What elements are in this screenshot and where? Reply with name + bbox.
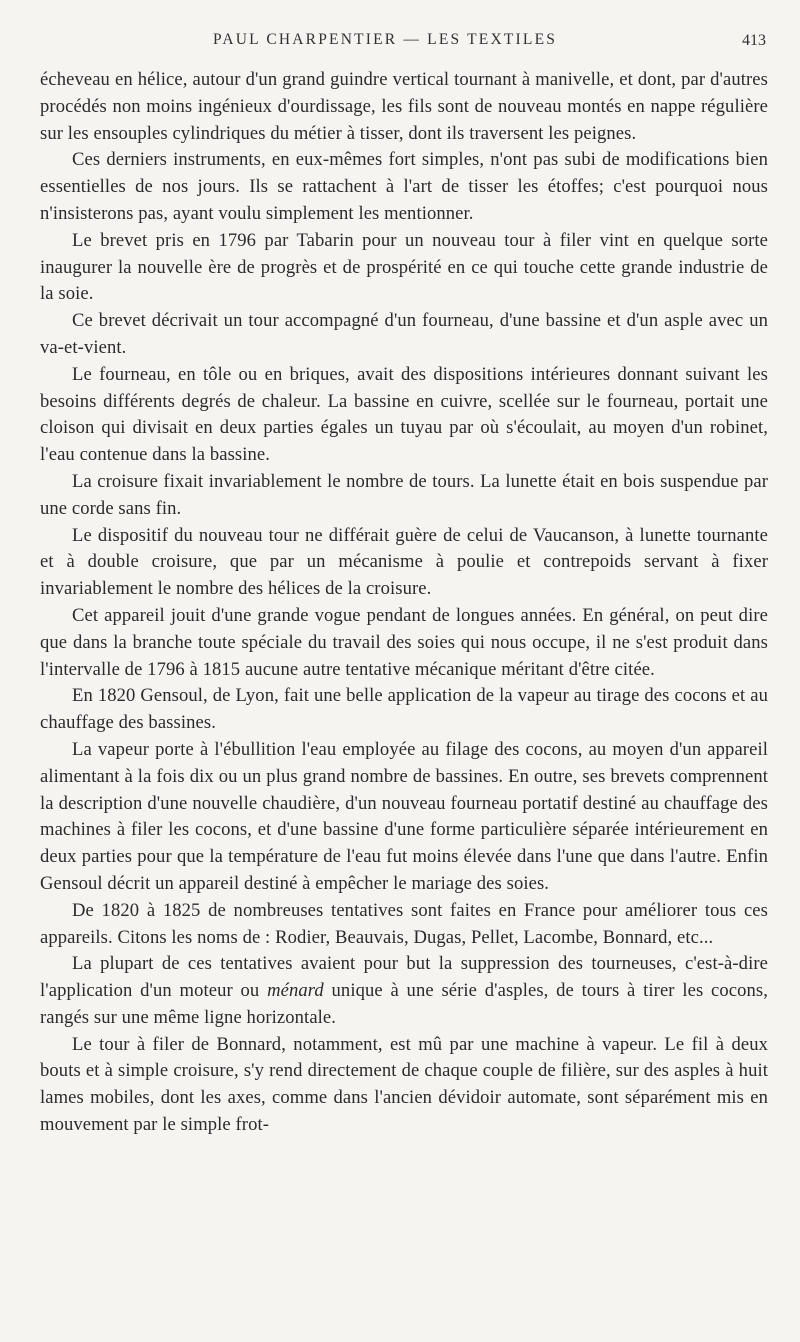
paragraph: Ces derniers instruments, en eux-mêmes fort simples, n'ont pas subi de modifications bien essentielles de nos jours. Ils se rattachent à l'art de tisser les étoffes; c'est pourquoi nous n'insisterons pas, ayant voulu simplement les mentionner. (40, 149, 768, 224)
paragraph: écheveau en hélice, autour d'un grand guindre vertical tournant à manivelle, et dont, par d'autres procédés non moins ingénieux d'ourdissage, les fils sont de nouveau montés en nappe régulière sur les ensouples cylindriques du métier à tisser, dont ils traversent les peignes. (40, 69, 768, 144)
page-number: 413 (742, 32, 766, 49)
italic-term: ménard (267, 980, 324, 1002)
body-text (40, 67, 768, 1139)
paragraph: En 1820 Gensoul, de Lyon, fait une belle application de la vapeur au tirage des cocons et au chauffage des bassines. (40, 685, 768, 734)
paragraph: Ce brevet décrivait un tour accompagné d'un fourneau, d'une bassine et d'un asple avec un va-et-vient. (40, 310, 768, 358)
running-title: PAUL CHARPENTIER — LES TEXTILES (213, 31, 558, 48)
paragraph: Le dispositif du nouveau tour ne différait guère de celui de Vaucanson, à lunette tournante et à double croisure, que par un mécanisme à poulie et contrepoids servant à fixer invariablement le nombre des hélices de la croisure. (40, 524, 768, 600)
paragraph (40, 951, 768, 1031)
paragraph: Le tour à filer de Bonnard, notamment, est mû par une machine à vapeur. Le fil à deux bouts et à simple croisure, s'y rend directement de chaque couple de filière, sur des asples à huit lames mobiles, dont les axes, comme dans l'ancien dévidoir automate, sont séparément mis en mouvement par le simple frot- (40, 1033, 768, 1136)
running-head (0, 31, 800, 53)
paragraph: Cet appareil jouit d'une grande vogue pendant de longues années. En général, on peut dire que dans la branche toute spéciale du travail des soies qui nous occupe, il ne s'est produit dans l'intervalle de 1796 à 1815 aucune autre tentative mécanique méritant d'être citée. (40, 604, 768, 680)
paragraph: Le brevet pris en 1796 par Tabarin pour un nouveau tour à filer vint en quelque sorte inaugurer la nouvelle ère de progrès et de prospérité en ce qui touche cette grande industrie de la soie. (40, 229, 768, 305)
paragraph: De 1820 à 1825 de nombreuses tentatives sont faites en France pour améliorer tous ces appareils. Citons les noms de : Rodier, Beauvais, Dugas, Pellet, Lacombe, Bonnard, etc... (40, 899, 768, 948)
paragraph: La vapeur porte à l'ébullition l'eau employée au filage des cocons, au moyen d'un appareil alimentant à la fois dix ou un plus grand nombre de bassines. En outre, ses brevets comprennent la description d'une nouvelle chaudière, d'un nouveau fourneau portatif destiné au chauffage des machines à filer les cocons, et d'une bassine d'une forme particulière séparée intérieurement en deux parties pour que la température de l'eau fut moins élevée dans l'une que dans l'autre. Enfin Gensoul décrit un appareil destiné à empêcher le mariage des soies. (40, 738, 768, 894)
paragraph: La croisure fixait invariablement le nombre de tours. La lunette était en bois suspendue par une corde sans fin. (40, 470, 768, 519)
paragraph-text: unique à une série d'asples, de tours à tirer les cocons, rangés sur une même ligne horizontale. (40, 980, 769, 1028)
paragraph: Le fourneau, en tôle ou en briques, avait des dispositions intérieures donnant suivant les besoins différents degrés de chaleur. La bassine en cuivre, scellée sur le fourneau, portait une cloison qui divisait en deux parties égales un tuyau par où s'écoulait, au moyen d'un robinet, l'eau contenue dans la bassine. (40, 363, 768, 466)
paragraph-text: La plupart de ces tentatives avaient pour but la suppression des tourneuses, c'est-à-dire l'application d'un moteur ou (40, 953, 768, 1002)
